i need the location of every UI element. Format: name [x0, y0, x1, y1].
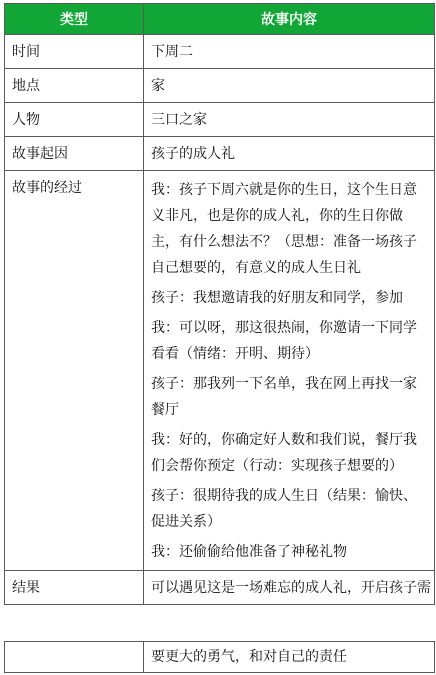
dialogue-line: 孩子：那我列一下名单，我在网上再找一家餐厅 — [151, 376, 417, 418]
content-cell: 孩子的成人礼 — [144, 137, 435, 171]
dialogue-line: 我：孩子下周六就是你的生日，这个生日意义非凡，也是你的成人礼，你的生日你做主，有什么想法不？（思想：准备一场孩子自己想要的，有意义的成人生日礼 — [151, 182, 417, 276]
dialogue-line: 我：可以呀，那这很热闹，你邀请一下同学看看（情绪：开明、期待） — [151, 320, 417, 362]
type-cell: 结果 — [5, 571, 144, 605]
type-cell: 故事起因 — [5, 137, 144, 171]
dialogue-line: 孩子：很期待我的成人生日（结果：愉快、促进关系） — [151, 488, 417, 530]
header-type: 类型 — [5, 4, 144, 35]
table-row-result — [5, 571, 435, 605]
table-header-row — [5, 4, 435, 35]
content-cell-dialogue — [144, 171, 435, 571]
type-cell: 时间 — [5, 35, 144, 69]
table-row-process — [5, 171, 435, 571]
content-cell: 家 — [144, 69, 435, 103]
story-table — [4, 3, 435, 605]
table-row-people — [5, 103, 435, 137]
type-cell: 地点 — [5, 69, 144, 103]
continuation-table — [4, 641, 435, 673]
type-cell: 人物 — [5, 103, 144, 137]
dialogue-line: 我：还偷偷给他准备了神秘礼物 — [151, 544, 347, 560]
table-row-place — [5, 69, 435, 103]
content-cell: 三口之家 — [144, 103, 435, 137]
content-cell: 可以遇见这是一场难忘的成人礼，开启孩子需 — [144, 571, 435, 605]
content-cell: 下周二 — [144, 35, 435, 69]
empty-type-cell — [5, 642, 144, 673]
header-content: 故事内容 — [144, 4, 435, 35]
table-row-result-continued — [5, 642, 435, 673]
dialogue-line: 孩子：我想邀请我的好朋友和同学，参加 — [151, 290, 403, 306]
type-cell: 故事的经过 — [5, 171, 144, 571]
content-cell: 要更大的勇气，和对自己的责任 — [144, 642, 435, 673]
dialogue-line: 我：好的，你确定好人数和我们说，餐厅我们会帮你预定（行动：实现孩子想要的） — [151, 432, 417, 474]
table-row-cause — [5, 137, 435, 171]
table-row-time — [5, 35, 435, 69]
